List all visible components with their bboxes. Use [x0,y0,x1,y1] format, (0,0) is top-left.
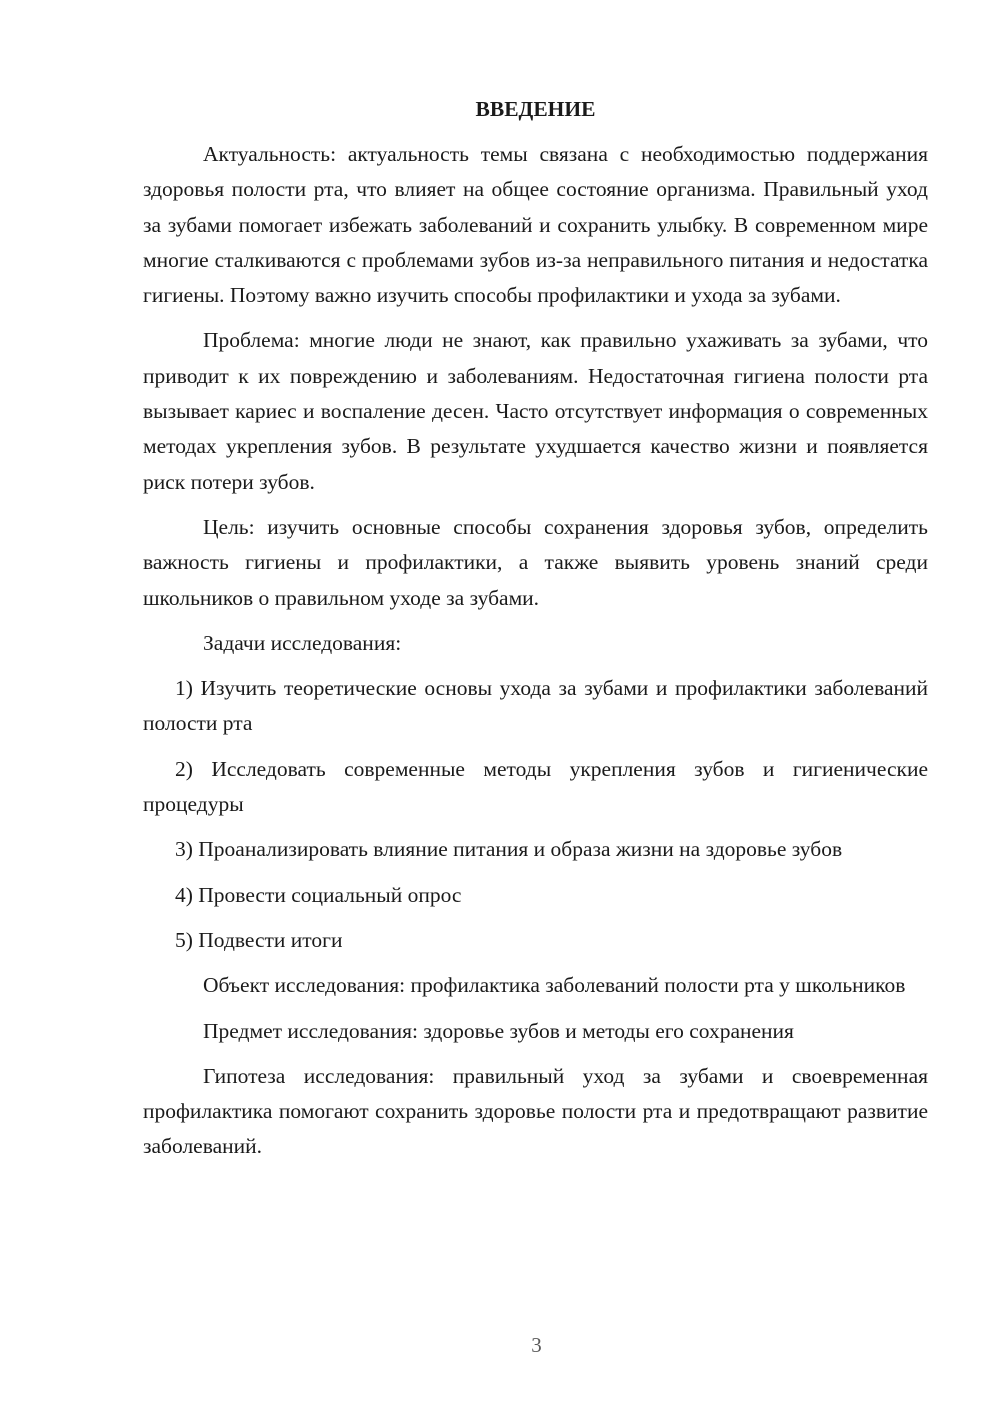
hypothesis-paragraph: Гипотеза исследования: правильный уход за зубами и своевременная профилактика помогают сохранить здоровье полости рта и предотвращают развитие заболеваний. [143,1063,928,1159]
subject-paragraph: Предмет исследования: здоровье зубов и методы его сохранения [203,1018,794,1043]
document-body [143,92,928,1175]
goal-paragraph: Цель: изучить основные способы сохранения здоровья зубов, определить важность гигиены и профилактики, а также выявить уровень знаний среди школьников о правильном уходе за зубами. [143,514,928,610]
problem-paragraph: Проблема: многие люди не знают, как правильно ухаживать за зубами, что приводит к их повреждению и заболеваниям. Недостаточная гигиена полости рта вызывает кариес и воспаление десен. Часто отсутствует информация о современных методах укрепления зубов. В результате ухудшается качество жизни и появляется риск потери зубов. [143,328,928,494]
section-heading: ВВЕДЕНИЕ [475,97,596,121]
task-item-3: 3) Проанализировать влияние питания и образа жизни на здоровье зубов [175,837,843,862]
tasks-title: Задачи исследования: [203,630,402,655]
task-item-2: 2) Исследовать современные методы укрепления зубов и гигиенические процедуры [143,756,928,817]
task-item-1: 1) Изучить теоретические основы ухода за зубами и профилактики заболеваний полости рта [143,676,928,736]
relevance-paragraph: Актуальность: актуальность темы связана с необходимостью поддержания здоровья полости рта, что влияет на общее состояние организма. Правильный уход за зубами помогает избежать заболеваний и сохранить улыбку. В современном мире многие сталкиваются с проблемами зубов из-за неправильного питания и недостатка гигиены. Поэтому важно изучить способы профилактики и ухода за зубами. [143,142,928,308]
task-item-5: 5) Подвести итоги [175,927,343,952]
task-item-4: 4) Провести социальный опрос [175,882,462,907]
page-number: 3 [531,1333,542,1357]
object-paragraph: Объект исследования: профилактика заболеваний полости рта у школьников [203,973,906,998]
